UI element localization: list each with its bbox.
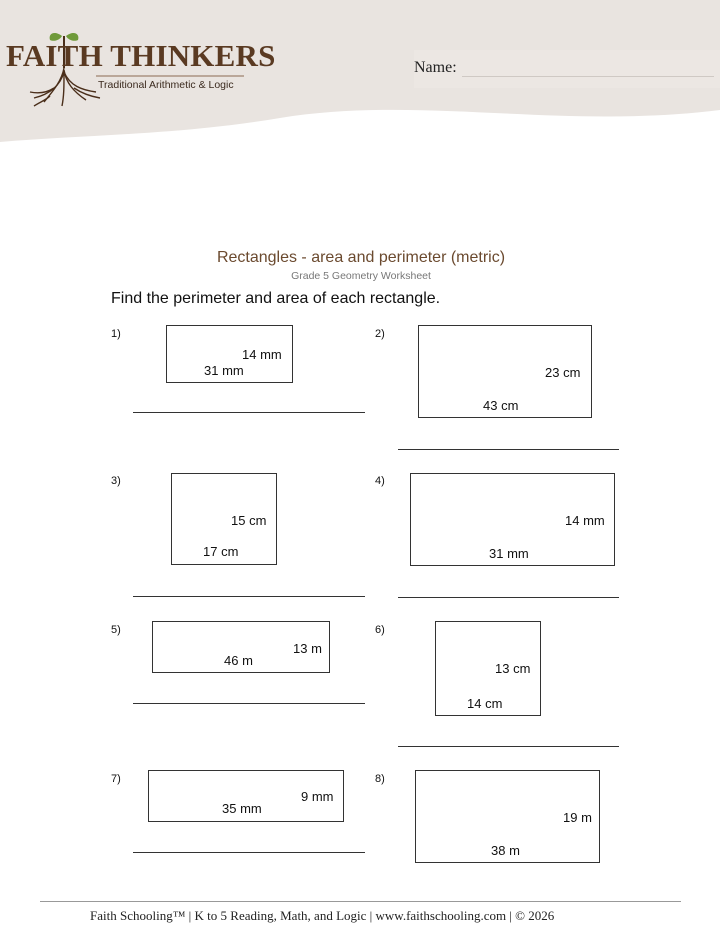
answer-line[interactable] xyxy=(133,703,365,704)
answer-line[interactable] xyxy=(398,746,619,747)
name-field-background xyxy=(414,50,720,88)
side-length: 23 cm xyxy=(545,365,581,380)
side-length: 13 cm xyxy=(495,661,531,676)
side-length: 9 mm xyxy=(301,789,334,804)
name-label: Name: xyxy=(414,59,457,76)
base-length: 14 cm xyxy=(467,696,503,711)
side-length: 14 mm xyxy=(242,347,282,362)
base-length: 31 mm xyxy=(489,546,529,561)
problem-number: 7) xyxy=(111,773,121,785)
answer-line[interactable] xyxy=(133,852,365,853)
worksheet-title: Rectangles - area and perimeter (metric) xyxy=(216,249,506,266)
answer-line[interactable] xyxy=(398,597,619,598)
problem-number: 8) xyxy=(375,773,385,785)
footer-divider xyxy=(40,901,681,902)
problem-number: 3) xyxy=(111,475,121,487)
side-length: 14 mm xyxy=(565,513,605,528)
base-length: 43 cm xyxy=(483,398,519,413)
answer-line[interactable] xyxy=(133,596,365,597)
base-length: 38 m xyxy=(491,843,520,858)
problem-number: 2) xyxy=(375,328,385,340)
problem-number: 1) xyxy=(111,328,121,340)
answer-line[interactable] xyxy=(398,449,619,450)
answer-line[interactable] xyxy=(133,412,365,413)
name-field[interactable] xyxy=(462,76,714,77)
brand-tagline: Traditional Arithmetic & Logic xyxy=(98,79,234,91)
base-length: 46 m xyxy=(224,653,253,668)
side-length: 15 cm xyxy=(231,513,267,528)
problem-number: 6) xyxy=(375,624,385,636)
brand-name: FAITH THINKERS xyxy=(6,38,276,73)
base-length: 31 mm xyxy=(204,363,244,378)
problem-number: 5) xyxy=(111,624,121,636)
side-length: 13 m xyxy=(293,641,322,656)
footer-text: Faith Schooling™ | K to 5 Reading, Math, and Logic | www.faithschooling.com | © 2026 xyxy=(90,908,555,923)
worksheet-subtitle: Grade 5 Geometry Worksheet xyxy=(291,270,431,282)
side-length: 19 m xyxy=(563,810,592,825)
base-length: 17 cm xyxy=(203,544,239,559)
base-length: 35 mm xyxy=(222,801,262,816)
problem-number: 4) xyxy=(375,475,385,487)
instructions: Find the perimeter and area of each rectangle. xyxy=(111,290,441,307)
